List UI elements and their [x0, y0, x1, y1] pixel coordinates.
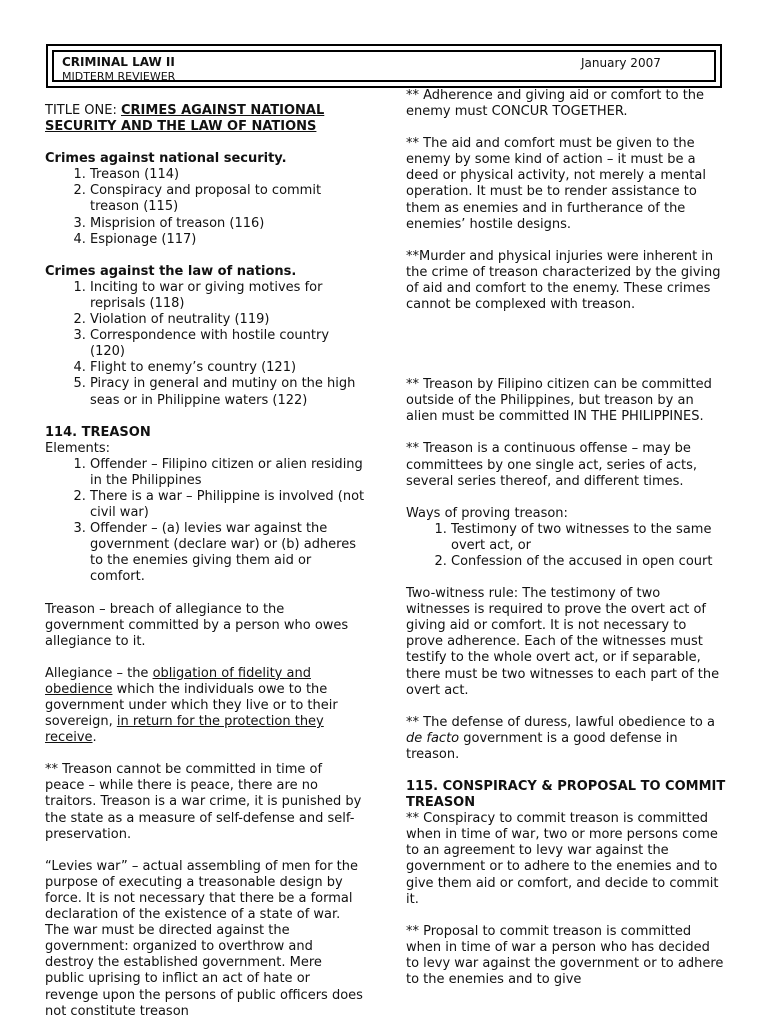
list-item: 1. Inciting to war or giving motives for reprisals (118)	[90, 280, 365, 312]
list-item: 2. Violation of neutrality (119)	[90, 312, 365, 328]
treason-definition: Treason – breach of allegiance to the government committed by a person who owes allegiance to it.	[45, 601, 349, 649]
list-item: 1. Testimony of two witnesses to the same overt act, or	[451, 522, 726, 554]
ways-label: Ways of proving treason:	[406, 505, 568, 521]
conspiracy-note: ** Conspiracy to commit treason is committed when in time of war, two or more persons come to an agreement to levy war against the government or to adhere to the enemies and to give them aid or comfort, and decide to commit it.	[406, 811, 719, 907]
list-item: 5. Piracy in general and mutiny on the high seas or in Philippine waters (122)	[90, 376, 365, 408]
ways-list	[406, 522, 726, 570]
list-item: 2. Conspiracy and proposal to commit treason (115)	[90, 183, 365, 215]
list-item: 1. Treason (114)	[90, 167, 365, 183]
title-one-underlined: CRIMES AGAINST NATIONAL SECURITY AND THE LAW OF NATIONS	[45, 103, 325, 135]
war-crime-note: ** Treason cannot be committed in time of peace – while there is peace, there are no traitors. Treason is a war crime, it is punished by the state as a measure of self-defense and self-preservation.	[45, 762, 362, 842]
elements-list	[45, 457, 365, 586]
list-item: 3. Offender – (a) levies war against the government (declare war) or (b) adheres to the enemies giving them aid or comfort.	[90, 521, 365, 585]
filipino-note: ** Treason by Filipino citizen can be committed outside of the Philippines, but treason by an alien must be committed IN THE PHILIPPINES.	[406, 377, 712, 425]
elements-label: Elements:	[45, 440, 110, 456]
document-subtitle: MIDTERM REVIEWER	[62, 70, 176, 83]
left-column	[45, 88, 365, 1020]
law-of-nations-list	[45, 280, 365, 409]
right-column	[406, 88, 726, 988]
list-item: 4. Espionage (117)	[90, 232, 365, 248]
two-witness-rule: Two-witness rule: The testimony of two witnesses is required to prove the overt act of giving aid or comfort. It is not necessary to prove adherence. Each of the witnesses must testify to the whole overt act, or if separable, there must be two witnesses to each part of the overt act.	[406, 586, 720, 698]
list-item: 4. Flight to enemy’s country (121)	[90, 360, 365, 376]
list-item: 3. Misprision of treason (116)	[90, 216, 365, 232]
header-inner-border	[52, 50, 716, 82]
document-title: CRIMINAL LAW II	[62, 55, 175, 69]
proposal-note: ** Proposal to commit treason is committed when in time of war a person who has decided to levy war against the government or to adhere to the enemies and to give	[406, 923, 724, 988]
law-of-nations-heading: Crimes against the law of nations.	[45, 263, 297, 279]
duress-note: ** The defense of duress, lawful obedience to a de facto government is a good defense in treason.	[406, 714, 715, 762]
list-item: 1. Offender – Filipino citizen or alien residing in the Philippines	[90, 457, 365, 489]
aid-comfort-note: ** The aid and comfort must be given to the enemy by some kind of action – it must be a deed or physical activity, not merely a mental operation. It must be to render assistance to them as enemies and in furtherance of the enemies’ hostile designs.	[406, 136, 706, 232]
murder-note: **Murder and physical injuries were inherent in the crime of treason characterized by the giving of aid and comfort to the enemy. These crimes cannot be complexed with treason.	[406, 248, 721, 313]
column-spacer	[406, 313, 726, 361]
treason-heading: 114. TREASON	[45, 424, 151, 440]
allegiance-definition: Allegiance – the obligation of fidelity and obedience which the individuals owe to the government under which they live or to their sovereign, in return for the protection they receive.	[45, 665, 338, 746]
title-one-heading: TITLE ONE: CRIMES AGAINST NATIONAL SECURITY AND THE LAW OF NATIONS	[45, 103, 325, 135]
conspiracy-heading: 115. CONSPIRACY & PROPOSAL TO COMMIT TREASON	[406, 779, 726, 811]
levies-war-definition: “Levies war” – actual assembling of men for the purpose of executing a treasonable design by force. It is not necessary that there be a formal declaration of the existence of a state of war. The war must be directed against the government: organized to overthrow and destroy the established government. Mere public uprising to inflict an act of hate or revenge upon the persons of public officers does not constitute treason	[45, 858, 363, 1019]
list-item: 2. There is a war – Philippine is involved (not civil war)	[90, 489, 365, 521]
list-item: 3. Correspondence with hostile country (120)	[90, 328, 365, 360]
national-security-heading: Crimes against national security.	[45, 151, 287, 167]
list-item: 2. Confession of the accused in open court	[451, 554, 726, 570]
national-security-list	[45, 167, 365, 247]
header-box	[46, 44, 722, 88]
document-date: January 2007	[581, 56, 661, 70]
continuous-offense-note: ** Treason is a continuous offense – may be committees by one single act, series of acts, several series thereof, and different times.	[406, 441, 698, 489]
adherence-note: ** Adherence and giving aid or comfort to the enemy must CONCUR TOGETHER.	[406, 88, 705, 120]
